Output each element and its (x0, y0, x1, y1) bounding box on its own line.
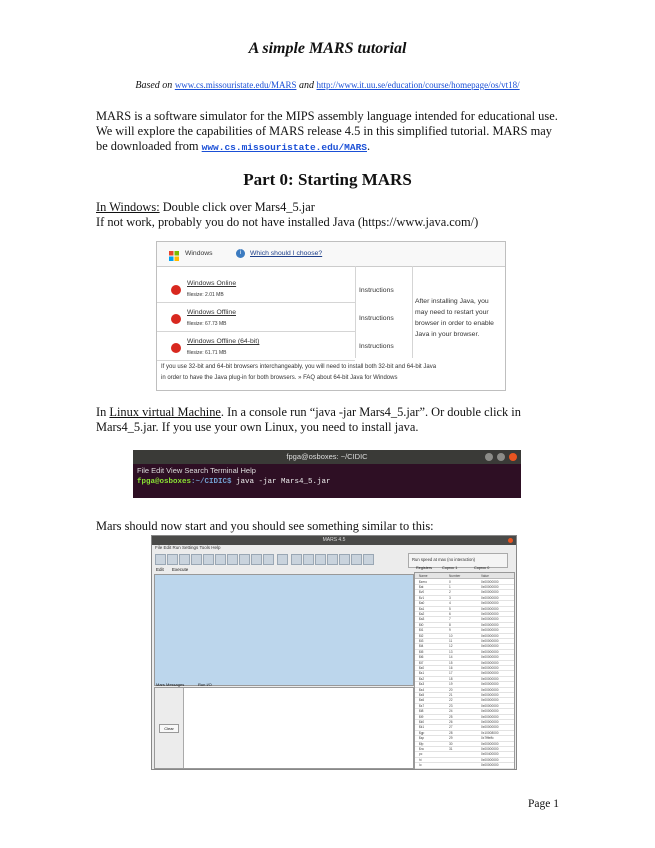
register-name: $s5 (419, 693, 425, 697)
register-name: $t8 (419, 709, 424, 714)
register-number: 25 (449, 714, 453, 719)
register-name: $t6 (419, 655, 424, 660)
java-row-name[interactable]: Windows Offline (64-bit) (187, 338, 260, 345)
register-row-divider (415, 584, 514, 585)
register-row-divider (415, 746, 514, 747)
register-header-value: Value (481, 573, 489, 578)
register-name: $zero (419, 579, 427, 584)
register-header-number: Number (449, 573, 461, 578)
register-value: 0x00000000 (481, 644, 499, 649)
windows-text: Double click over Mars4_5.jar (159, 200, 315, 214)
register-name: $t7 (419, 660, 424, 665)
register-row-divider (415, 757, 514, 758)
register-number: 20 (449, 687, 453, 692)
based-on-prefix: Based on (135, 80, 173, 91)
run-icon[interactable] (291, 554, 302, 565)
register-value: 0x00000000 (481, 633, 499, 638)
page-number: Page 1 (528, 798, 559, 810)
pause-icon[interactable] (327, 554, 338, 565)
java-row-name[interactable]: Windows Online (187, 280, 237, 287)
register-value: 0x00000000 (481, 579, 499, 584)
open-file-icon[interactable] (167, 554, 178, 565)
register-name: $v1 (419, 595, 425, 600)
register-value: 0x00000000 (481, 612, 499, 616)
register-number: 1 (449, 585, 451, 589)
windows-heading: Windows (185, 250, 213, 257)
register-value: 0x00000000 (481, 585, 499, 589)
info-icon: i (236, 249, 245, 258)
paste-icon[interactable] (251, 554, 262, 565)
register-value: 0x00000000 (481, 720, 499, 724)
java-row-offline-64 (157, 332, 355, 361)
register-name: $s3 (419, 682, 425, 687)
register-name: hi (419, 757, 422, 762)
register-row-divider (415, 660, 514, 661)
register-value: 0x00000000 (481, 682, 499, 687)
tab-execute[interactable]: Execute (172, 567, 189, 572)
register-row-divider (415, 616, 514, 617)
register-header-name: Name (419, 573, 428, 578)
based-on-line (0, 80, 655, 91)
intro-text: MARS is a software simulator for the MIPS assembly language intended for educational use. We will explore the capabilities of MARS release 4.5 in this simplified tutorial. MARS may be downloaded from (96, 109, 558, 153)
register-value: 0x00000000 (481, 660, 499, 665)
which-should-i-choose-link[interactable]: Which should I choose? (250, 250, 323, 257)
java-hint: If not work, probably you do not have installed Java (https://www.java.com/) (96, 215, 479, 229)
register-row-divider (415, 665, 514, 666)
terminal-command-line (137, 478, 331, 486)
register-row-divider (415, 606, 514, 607)
java-row-size: filesize: 67.73 MB (187, 321, 227, 327)
register-number: 26 (449, 720, 453, 724)
register-row-divider (415, 622, 514, 623)
redo-icon[interactable] (215, 554, 226, 565)
editor-pane[interactable] (154, 574, 414, 686)
register-row-divider (415, 649, 514, 650)
mars-intro: Mars should now start and you should see something similar to this: (96, 519, 434, 533)
register-name: $a3 (419, 617, 425, 622)
java-row-instructions[interactable]: Instructions (359, 287, 394, 294)
part0-heading: Part 0: Starting MARS (243, 170, 412, 189)
backstep-icon[interactable] (315, 554, 326, 565)
register-name: $s2 (419, 676, 425, 681)
register-value: 0x7fffeffc (481, 736, 494, 741)
terminal-menu[interactable]: File Edit View Search Terminal Help (137, 466, 256, 475)
run-speed-label: Run speed at max (no interaction) (412, 557, 476, 562)
java-row-name[interactable]: Windows Offline (187, 309, 236, 316)
java-footer-line1: If you use 32-bit and 64-bit browsers interchangeably, you will need to install both 32-bit and 64-bit Java (161, 364, 437, 370)
cut-icon[interactable] (227, 554, 238, 565)
register-row-divider (415, 676, 514, 677)
register-name: $s7 (419, 703, 425, 708)
register-value: 0x00000000 (481, 649, 499, 654)
register-name: $t3 (419, 639, 424, 643)
register-number: 16 (449, 666, 453, 670)
document-title: A simple MARS tutorial (248, 40, 407, 57)
save-icon[interactable] (179, 554, 190, 565)
register-value: 0x00000000 (481, 606, 499, 611)
register-value: 0x00000000 (481, 709, 499, 714)
register-number: 5 (449, 606, 451, 611)
register-number: 17 (449, 671, 453, 676)
register-name: $a1 (419, 606, 425, 611)
register-name: $t4 (419, 644, 424, 649)
register-name: pc (419, 752, 423, 757)
download-link[interactable]: www.cs.missouristate.edu/MARS (201, 142, 367, 153)
java-footer-line2: in order to have the Java plug-in for both browsers. » FAQ about 64-bit Java for Windows (161, 375, 398, 381)
register-name: $fp (419, 741, 424, 746)
register-value: 0x00400000 (481, 752, 499, 757)
help-icon[interactable] (363, 554, 374, 565)
register-number: 2 (449, 590, 451, 595)
register-name: $at (419, 585, 424, 589)
terminal-prompt: fpga@osboxes (137, 478, 192, 486)
register-row-divider (415, 589, 514, 590)
register-name: $v0 (419, 590, 425, 595)
register-value: 0x00000000 (481, 601, 499, 606)
linux-text: . In a console run “java -jar Mars4_5.jar”. Or double click in Mars4_5.jar. If you use your own Linux, you need to install java. (96, 405, 521, 434)
mars-link[interactable]: www.cs.missouristate.edu/MARS (174, 80, 297, 90)
register-row-divider (415, 627, 514, 628)
register-name: $t2 (419, 633, 424, 638)
copy-icon[interactable] (239, 554, 250, 565)
java-restart-note: After installing Java, you may need to restart your browser in order to enable Java in your browser. (415, 298, 494, 338)
register-number: 0 (449, 579, 451, 584)
close-icon[interactable] (509, 453, 517, 461)
register-row-divider (415, 600, 514, 601)
register-row-divider (415, 643, 514, 644)
java-download-figure (156, 241, 506, 391)
register-value: 0x00000000 (481, 757, 499, 762)
reset-icon[interactable] (351, 554, 362, 565)
register-value: 0x10008000 (481, 730, 499, 735)
step-icon[interactable] (303, 554, 314, 565)
register-number: 14 (449, 655, 453, 660)
maximize-icon[interactable] (497, 453, 505, 461)
register-number: 11 (449, 639, 453, 643)
register-row-divider (415, 611, 514, 612)
register-row-divider (415, 681, 514, 682)
register-row-divider (415, 687, 514, 688)
register-value: 0x00000000 (481, 693, 499, 697)
register-name: $ra (419, 747, 424, 751)
register-row-divider (415, 703, 514, 704)
mars-window (151, 535, 517, 770)
intro-end: . (366, 139, 371, 153)
register-number: 6 (449, 612, 451, 616)
messages-pane (154, 687, 414, 769)
register-row-divider (415, 735, 514, 736)
register-value: 0x00000000 (481, 725, 499, 730)
register-number: 13 (449, 649, 453, 654)
register-name: $t5 (419, 649, 424, 654)
register-number: 21 (449, 693, 453, 697)
register-value: 0x00000000 (481, 687, 499, 692)
mars-title: MARS 4.5 (152, 536, 516, 545)
mars-menu-bar[interactable]: File Edit Run Settings Tools Help (155, 545, 221, 550)
register-name: $s4 (419, 687, 425, 692)
register-number: 28 (449, 730, 453, 735)
register-row-divider (415, 654, 514, 655)
register-row-divider (415, 762, 514, 763)
tab-run-io[interactable]: Run I/O (198, 682, 212, 687)
windows-section (96, 200, 566, 230)
java-row-online (157, 274, 355, 303)
register-value: 0x00000000 (481, 628, 499, 633)
java-row-offline (157, 303, 355, 332)
clear-button[interactable]: Clear (159, 724, 179, 733)
linux-label: Linux virtual Machine (109, 405, 221, 419)
register-row-divider (415, 708, 514, 709)
java-row-instructions[interactable]: Instructions (359, 315, 394, 322)
register-number: 12 (449, 644, 453, 649)
register-name: $t0 (419, 622, 424, 627)
terminal-title: fpga@osboxes: ~/CIDIC (133, 450, 521, 464)
register-name: lo (419, 763, 422, 768)
undo-icon[interactable] (203, 554, 214, 565)
register-row-divider (415, 741, 514, 742)
register-value: 0x00000000 (481, 639, 499, 643)
java-row-size: filesize: 61.71 MB (187, 350, 227, 356)
register-value: 0x00000000 (481, 741, 499, 746)
terminal-window (133, 450, 521, 498)
register-value: 0x00000000 (481, 703, 499, 708)
java-row-size: filesize: 2.01 MB (187, 292, 224, 298)
register-number: 18 (449, 676, 453, 681)
register-number: 15 (449, 660, 453, 665)
register-number: 7 (449, 617, 451, 622)
register-number: 19 (449, 682, 453, 687)
tab-registers[interactable]: Registers (416, 566, 433, 570)
register-number: 23 (449, 703, 453, 708)
register-row-divider (415, 751, 514, 752)
terminal-command: java -jar Mars4_5.jar (231, 478, 331, 486)
register-name: $a0 (419, 601, 425, 606)
based-on-and: and (298, 80, 314, 91)
download-icon[interactable] (171, 314, 181, 324)
register-value: 0x00000000 (481, 666, 499, 670)
register-name: $sp (419, 736, 425, 741)
register-number: 30 (449, 741, 453, 746)
register-number: 4 (449, 601, 451, 606)
mars-toolbar (155, 553, 407, 566)
register-value: 0x00000000 (481, 655, 499, 660)
register-number: 27 (449, 725, 453, 730)
register-number: 3 (449, 595, 451, 600)
close-icon[interactable] (508, 538, 513, 543)
register-name: $gp (419, 730, 425, 735)
register-value: 0x00000000 (481, 698, 499, 703)
register-name: $k0 (419, 720, 425, 724)
register-row-divider (415, 719, 514, 720)
register-value: 0x00000000 (481, 763, 499, 768)
tab-coproc1[interactable]: Coproc 1 (442, 566, 458, 570)
java-figure-header (157, 242, 505, 267)
register-row-divider (415, 670, 514, 671)
register-number: 10 (449, 633, 453, 638)
register-value: 0x00000000 (481, 714, 499, 719)
register-row-divider (415, 768, 514, 769)
register-number: 8 (449, 622, 451, 627)
stop-icon[interactable] (339, 554, 350, 565)
register-number: 9 (449, 628, 451, 633)
register-value: 0x00000000 (481, 671, 499, 676)
new-file-icon[interactable] (155, 554, 166, 565)
find-icon[interactable] (263, 554, 274, 565)
register-name: $s0 (419, 666, 425, 670)
register-value: 0x00000000 (481, 617, 499, 622)
download-icon[interactable] (171, 285, 181, 295)
register-number: 29 (449, 736, 453, 741)
register-row-divider (415, 595, 514, 596)
assemble-icon[interactable] (277, 554, 288, 565)
register-number: 24 (449, 709, 453, 714)
print-icon[interactable] (191, 554, 202, 565)
register-name: $s6 (419, 698, 425, 703)
register-name: $t9 (419, 714, 424, 719)
minimize-icon[interactable] (485, 453, 493, 461)
register-row-divider (415, 633, 514, 634)
linux-pre: In (96, 405, 110, 419)
register-name: $s1 (419, 671, 425, 676)
register-value: 0x00000000 (481, 622, 499, 627)
tab-edit[interactable]: Edit (156, 567, 164, 572)
java-row-instructions[interactable]: Instructions (359, 343, 394, 350)
register-number: 22 (449, 698, 453, 703)
tab-coproc0[interactable]: Coproc 0 (474, 566, 490, 570)
uu-course-link[interactable]: http://www.it.uu.se/education/course/homepage/os/vt18/ (316, 80, 520, 90)
register-row-divider (415, 724, 514, 725)
registers-table (414, 572, 515, 769)
download-icon[interactable] (171, 343, 181, 353)
tab-mars-messages[interactable]: Mars Messages (156, 682, 185, 687)
intro-paragraph (96, 109, 566, 155)
register-name: $a2 (419, 612, 425, 616)
register-name: $t1 (419, 628, 424, 633)
linux-paragraph (96, 405, 566, 435)
register-row-divider (415, 697, 514, 698)
register-row-divider (415, 730, 514, 731)
windows-label: In Windows: (96, 200, 160, 214)
register-value: 0x00000000 (481, 590, 499, 595)
terminal-path: :~/CIDIC$ (191, 478, 232, 486)
register-name: $k1 (419, 725, 425, 730)
register-number: 31 (449, 747, 453, 751)
register-value: 0x00000000 (481, 747, 499, 751)
register-row-divider (415, 692, 514, 693)
register-row-divider (415, 638, 514, 639)
windows-logo-icon (169, 248, 179, 258)
register-row-divider (415, 714, 514, 715)
register-value: 0x00000000 (481, 676, 499, 681)
register-value: 0x00000000 (481, 595, 499, 600)
